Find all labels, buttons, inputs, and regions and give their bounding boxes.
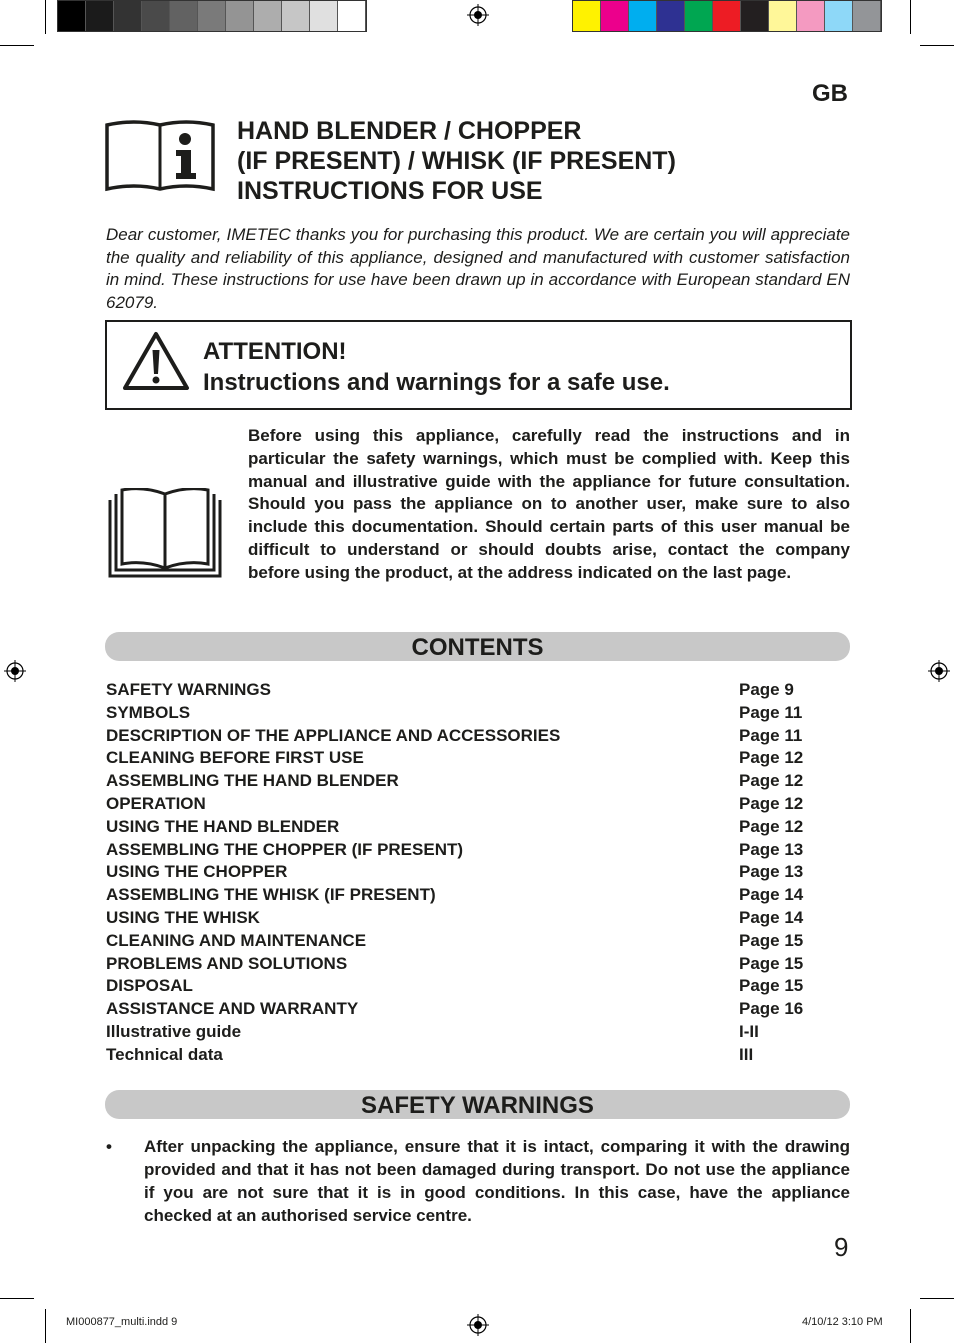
toc-entry-page: Page 12	[739, 771, 804, 791]
registration-mark-icon	[4, 660, 26, 682]
toc-entry-page: I-II	[739, 1021, 759, 1041]
title-line: INSTRUCTIONS FOR USE	[237, 177, 543, 205]
toc-entry-title: SYMBOLS	[106, 702, 191, 722]
attention-box	[105, 320, 852, 410]
color-swatch	[797, 1, 825, 31]
registration-mark-icon	[928, 660, 950, 682]
toc-row	[106, 816, 850, 839]
toc-entry-title: ASSEMBLING THE HAND BLENDER	[106, 771, 399, 791]
toc-row	[106, 725, 850, 748]
gray-calibration-bar	[57, 0, 367, 32]
color-swatch	[338, 1, 366, 31]
toc-entry-page: Page 13	[739, 839, 804, 859]
toc-row	[106, 1044, 850, 1067]
toc-row	[106, 770, 850, 793]
toc-entry-title: ASSISTANCE AND WARRANTY	[106, 999, 359, 1019]
table-of-contents	[106, 679, 850, 1067]
color-swatch	[114, 1, 142, 31]
toc-entry-page: Page 15	[739, 976, 804, 996]
safety-warning-text: After unpacking the appliance, ensure that it is intact, comparing it with the drawing provided and that it has not been damaged during transport. Do not use the appliance if you are not sure that it is in good conditions. In this case, have the appliance checked at an authorised service centre.	[144, 1137, 850, 1225]
color-swatch	[573, 1, 601, 31]
safety-warnings-heading: SAFETY WARNINGS	[105, 1090, 850, 1119]
toc-row	[106, 884, 850, 907]
color-swatch	[254, 1, 282, 31]
color-swatch	[629, 1, 657, 31]
toc-row	[106, 839, 850, 862]
page-number: 9	[834, 1232, 849, 1262]
toc-entry-page: Page 12	[739, 816, 804, 836]
toc-entry-title: Technical data	[106, 1044, 223, 1064]
toc-entry-page: Page 11	[739, 725, 803, 745]
toc-entry-title: PROBLEMS AND SOLUTIONS	[106, 953, 348, 973]
crop-mark	[0, 45, 34, 46]
toc-entry-title: USING THE HAND BLENDER	[106, 816, 340, 836]
toc-entry-page: Page 13	[739, 862, 804, 882]
color-swatch	[741, 1, 769, 31]
attention-text	[203, 336, 670, 398]
toc-entry-title: SAFETY WARNINGS	[106, 680, 271, 699]
toc-row	[106, 793, 850, 816]
crop-mark	[910, 1309, 911, 1343]
info-book-icon	[104, 117, 216, 195]
color-swatch	[170, 1, 198, 31]
registration-mark-icon	[467, 1314, 489, 1336]
registration-mark-icon	[467, 4, 489, 26]
color-calibration-bar	[572, 0, 882, 32]
attention-subheading: Instructions and warnings for a safe use.	[203, 369, 670, 396]
color-swatch	[601, 1, 629, 31]
toc-entry-title: USING THE CHOPPER	[106, 862, 288, 882]
color-swatch	[825, 1, 853, 31]
color-swatch	[226, 1, 254, 31]
toc-row	[106, 747, 850, 770]
crop-mark	[0, 1298, 34, 1299]
color-swatch	[685, 1, 713, 31]
toc-row	[106, 975, 850, 998]
toc-entry-page: Page 15	[739, 930, 804, 950]
color-swatch	[142, 1, 170, 31]
color-swatch	[769, 1, 797, 31]
color-swatch	[58, 1, 86, 31]
warning-triangle-icon	[121, 330, 191, 392]
document-title	[237, 116, 676, 206]
crop-mark	[910, 0, 911, 34]
toc-entry-page: Page 14	[739, 885, 804, 905]
toc-entry-title: OPERATION	[106, 793, 206, 813]
crop-mark	[45, 0, 46, 34]
toc-entry-title: ASSEMBLING THE CHOPPER (IF PRESENT)	[106, 839, 464, 859]
toc-entry-title: USING THE WHISK	[106, 907, 260, 927]
toc-row	[106, 861, 850, 884]
color-swatch	[713, 1, 741, 31]
toc-row	[106, 679, 850, 702]
bullet: •	[106, 1137, 112, 1156]
toc-row	[106, 953, 850, 976]
toc-entry-title: Illustrative guide	[106, 1021, 242, 1041]
title-line: HAND BLENDER / CHOPPER	[237, 117, 582, 145]
crop-mark	[920, 1298, 954, 1299]
crop-mark	[45, 1309, 46, 1343]
toc-row	[106, 907, 850, 930]
toc-entry-page: III	[739, 1044, 754, 1064]
footer-file-name: MI000877_multi.indd 9	[66, 1316, 178, 1328]
color-swatch	[86, 1, 114, 31]
toc-entry-page: Page 11	[739, 702, 803, 722]
color-swatch	[282, 1, 310, 31]
toc-row	[106, 1021, 850, 1044]
color-swatch	[657, 1, 685, 31]
crop-mark	[920, 45, 954, 46]
toc-row	[106, 702, 850, 725]
toc-entry-page: Page 9	[739, 680, 794, 699]
toc-entry-page: Page 14	[739, 907, 804, 927]
toc-row	[106, 930, 850, 953]
before-use-paragraph: Before using this appliance, carefully read the instructions and in particular the safety warnings, which must be complied with. Keep this manual and illustrative guide with the appliance for future consultation. Should you pass the appliance on to another user, make sure to also include this documentation. Should certain parts of this user manual be difficult to understand or should doubts arise, contact the company before using the product, at the address indicated on the last page.	[248, 426, 850, 582]
toc-entry-title: ASSEMBLING THE WHISK (IF PRESENT)	[106, 885, 436, 905]
language-code: GB	[812, 80, 848, 107]
toc-entry-page: Page 12	[739, 748, 804, 768]
toc-entry-title: DESCRIPTION OF THE APPLIANCE AND ACCESSORIES	[106, 725, 561, 745]
toc-entry-title: CLEANING AND MAINTENANCE	[106, 930, 367, 950]
toc-entry-page: Page 12	[739, 793, 804, 813]
toc-entry-page: Page 15	[739, 953, 804, 973]
color-swatch	[198, 1, 226, 31]
color-swatch	[310, 1, 338, 31]
toc-row	[106, 998, 850, 1021]
open-manual-icon	[108, 488, 222, 580]
toc-entry-title: CLEANING BEFORE FIRST USE	[106, 748, 364, 768]
toc-entry-page: Page 16	[739, 999, 804, 1019]
footer-timestamp: 4/10/12 3:10 PM	[802, 1316, 883, 1328]
contents-heading: CONTENTS	[105, 632, 850, 661]
color-swatch	[853, 1, 881, 31]
title-line: (IF PRESENT) / WHISK (IF PRESENT)	[237, 147, 676, 175]
intro-paragraph: Dear customer, IMETEC thanks you for purchasing this product. We are certain you will appreciate the quality and reliability of this appliance, designed and manufactured with customer satisfaction in mind. These instructions for use have been drawn up in accordance with European standard EN 62079.	[106, 225, 850, 312]
attention-heading: ATTENTION!	[203, 338, 347, 365]
toc-entry-title: DISPOSAL	[106, 976, 193, 996]
